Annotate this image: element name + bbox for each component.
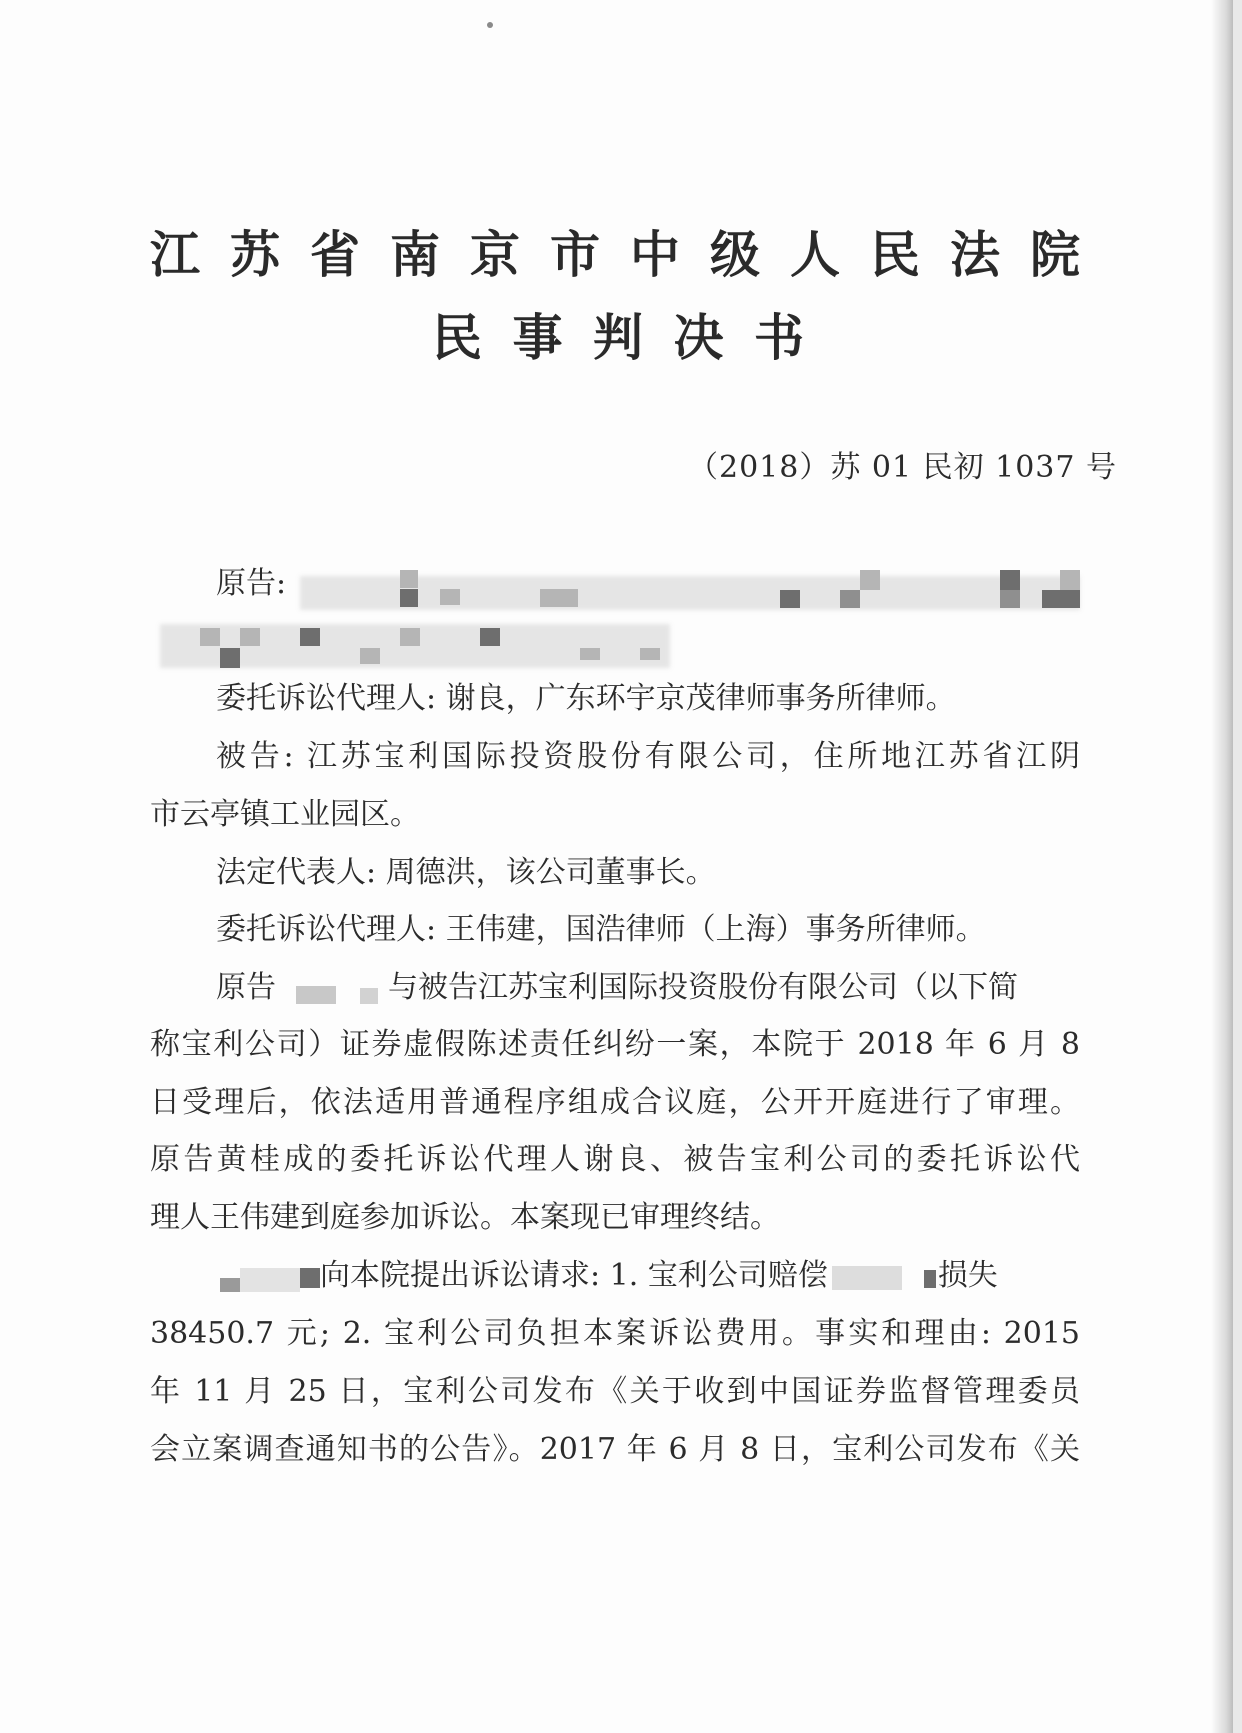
page-edge-shadow — [1211, 0, 1233, 1733]
p2-loss: 损失 — [937, 1258, 998, 1293]
defendant-line-1: 被告: 江苏宝利国际投资股份有限公司，住所地江苏省江阴 — [216, 739, 1080, 774]
court-name-char: 京 — [470, 226, 520, 284]
paragraph-1-line-1 — [216, 968, 1080, 1008]
court-name — [150, 225, 1080, 285]
paragraph-2-line-1 — [220, 1256, 1080, 1296]
doc-type-char: 决 — [673, 309, 724, 367]
p2-claims: 向本院提出诉讼请求: 1. 宝利公司赔偿 — [320, 1258, 828, 1293]
document-type-title — [432, 308, 804, 368]
scan-speck — [487, 22, 493, 28]
court-name-char: 人 — [790, 226, 840, 284]
redacted-plaintiff-name — [220, 1262, 320, 1292]
case-number: （2018）苏 01 民初 1037 号 — [688, 450, 1118, 485]
paragraph-1-line-4: 原告黄桂成的委托诉讼代理人谢良、被告宝利公司的委托诉讼代 — [150, 1142, 1080, 1177]
plaintiff-agent: 委托诉讼代理人: 谢良，广东环宇京茂律师事务所律师。 — [216, 681, 956, 716]
doc-type-char: 事 — [512, 309, 563, 367]
court-name-char: 中 — [630, 226, 680, 284]
p1-prefix: 原告 — [216, 970, 276, 1005]
p1-rest: 与被告江苏宝利国际投资股份有限公司（以下简 — [388, 970, 1018, 1005]
court-name-char: 院 — [1030, 226, 1080, 284]
paragraph-1-line-5: 理人王伟建到庭参加诉讼。本案现已审理终结。 — [150, 1200, 780, 1235]
doc-type-char: 民 — [432, 309, 482, 367]
paragraph-1-line-3: 日受理后，依法适用普通程序组成合议庭，公开开庭进行了审理。 — [150, 1085, 1080, 1120]
court-name-char: 苏 — [230, 226, 280, 284]
paragraph-2-line-3: 年 11 月 25 日，宝利公司发布《关于收到中国证券监督管理委员 — [150, 1374, 1080, 1409]
paragraph-2-line-2: 38450.7 元; 2. 宝利公司负担本案诉讼费用。事实和理由: 2015 — [150, 1316, 1080, 1351]
legal-representative: 法定代表人: 周德洪，该公司董事长。 — [216, 855, 716, 890]
court-name-char: 市 — [550, 226, 600, 284]
court-name-char: 法 — [950, 226, 1000, 284]
paragraph-2-line-4: 会立案调查通知书的公告》。2017 年 6 月 8 日，宝利公司发布《关 — [150, 1432, 1080, 1467]
court-name-char: 江 — [150, 226, 200, 284]
defendant-line-2: 市云亭镇工业园区。 — [150, 797, 420, 832]
redacted-plaintiff-name — [828, 1262, 938, 1292]
court-name-char: 级 — [710, 226, 760, 284]
plaintiff-label: 原告: — [216, 566, 287, 601]
court-name-char: 民 — [870, 226, 920, 284]
court-name-char: 省 — [310, 226, 360, 284]
court-name-char: 南 — [390, 226, 440, 284]
doc-type-char: 判 — [593, 309, 643, 367]
defendant-agent: 委托诉讼代理人: 王伟建，国浩律师（上海）事务所律师。 — [216, 912, 986, 947]
redacted-plaintiff-name — [276, 974, 388, 1004]
paragraph-1-line-2: 称宝利公司）证券虚假陈述责任纠纷一案，本院于 2018 年 6 月 8 — [150, 1027, 1080, 1062]
doc-type-char: 书 — [754, 309, 804, 367]
